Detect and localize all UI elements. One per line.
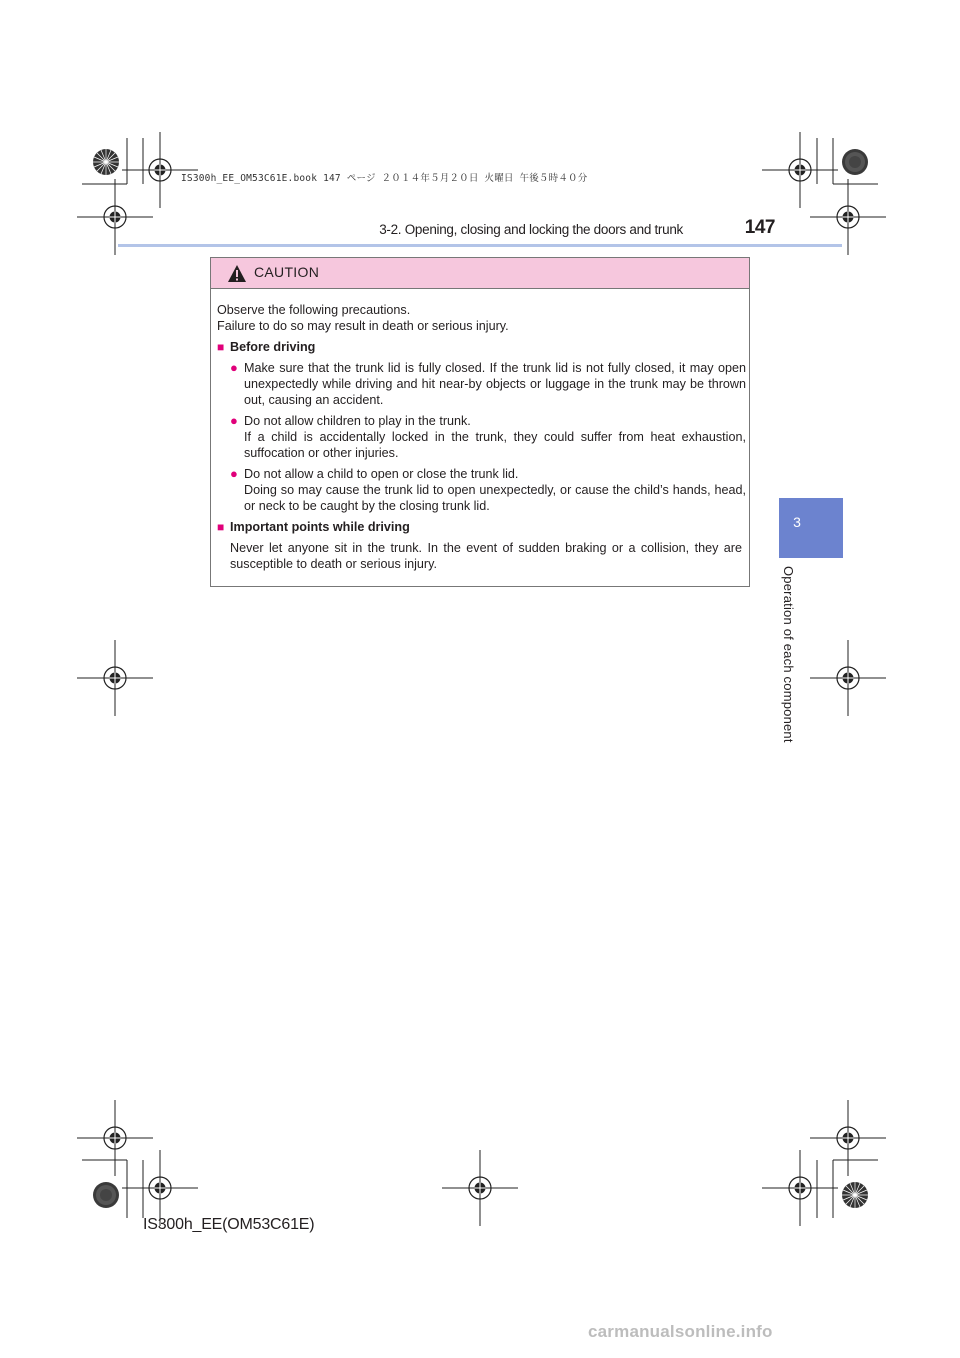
- footer-model-code: IS300h_EE(OM53C61E): [143, 1216, 315, 1233]
- square-bullet-icon: ■: [217, 520, 225, 534]
- caution-header: [211, 258, 749, 289]
- subheading-text: Before driving: [230, 340, 316, 354]
- bullet-dot-icon: ●: [230, 413, 238, 428]
- intro-line: Failure to do so may result in death or serious injury.: [217, 319, 509, 333]
- subheading-text: Important points while driving: [230, 520, 410, 534]
- bullet-item: [230, 413, 746, 461]
- important-points-text: Never let anyone sit in the trunk. In the event of sudden braking or a collision, they are susceptible to death or serious injury.: [230, 541, 742, 571]
- bullet-item: [230, 466, 746, 514]
- bullet-text: Make sure that the trunk lid is fully closed. If the trunk lid is not fully closed, it may open unexpectedly while driving and hit near-by objects or luggage in the trunk may be thrown out, causing an accident.: [244, 361, 746, 407]
- bullet-dot-icon: ●: [230, 360, 238, 375]
- bullet-text: Do not allow children to play in the trunk. If a child is accidentally locked in the trunk, they could suffer from heat exhaustion, suffocation or other injuries.: [244, 414, 746, 460]
- warning-triangle-icon: [227, 264, 247, 283]
- header-rule: [118, 244, 842, 247]
- chapter-number: 3: [793, 514, 801, 530]
- page-number: 147: [744, 217, 775, 238]
- bullet-item: [230, 360, 746, 408]
- caution-intro: [217, 302, 747, 334]
- caution-box: [210, 257, 750, 587]
- intro-line: Observe the following precautions.: [217, 303, 411, 317]
- bullet-text: Do not allow a child to open or close the trunk lid. Doing so may cause the trunk lid to open unexpectedly, or cause the child’s hands, head, or neck to be caught by the closing trunk lid.: [244, 467, 746, 513]
- print-header: IS300h_EE_OM53C61E.book 147 ページ ２０１４年５月２０日 火曜日 午後５時４０分: [181, 173, 588, 184]
- section-title: 3-2. Opening, closing and locking the doors and trunk: [379, 222, 683, 237]
- chapter-label: Operation of each component: [781, 566, 796, 743]
- watermark: carmanualsonline.info: [588, 1322, 773, 1341]
- square-bullet-icon: ■: [217, 340, 225, 354]
- caution-title: CAUTION: [254, 264, 320, 280]
- subheading-before-driving: [217, 339, 315, 355]
- subheading-important-points: [217, 519, 410, 535]
- bullet-dot-icon: ●: [230, 466, 238, 481]
